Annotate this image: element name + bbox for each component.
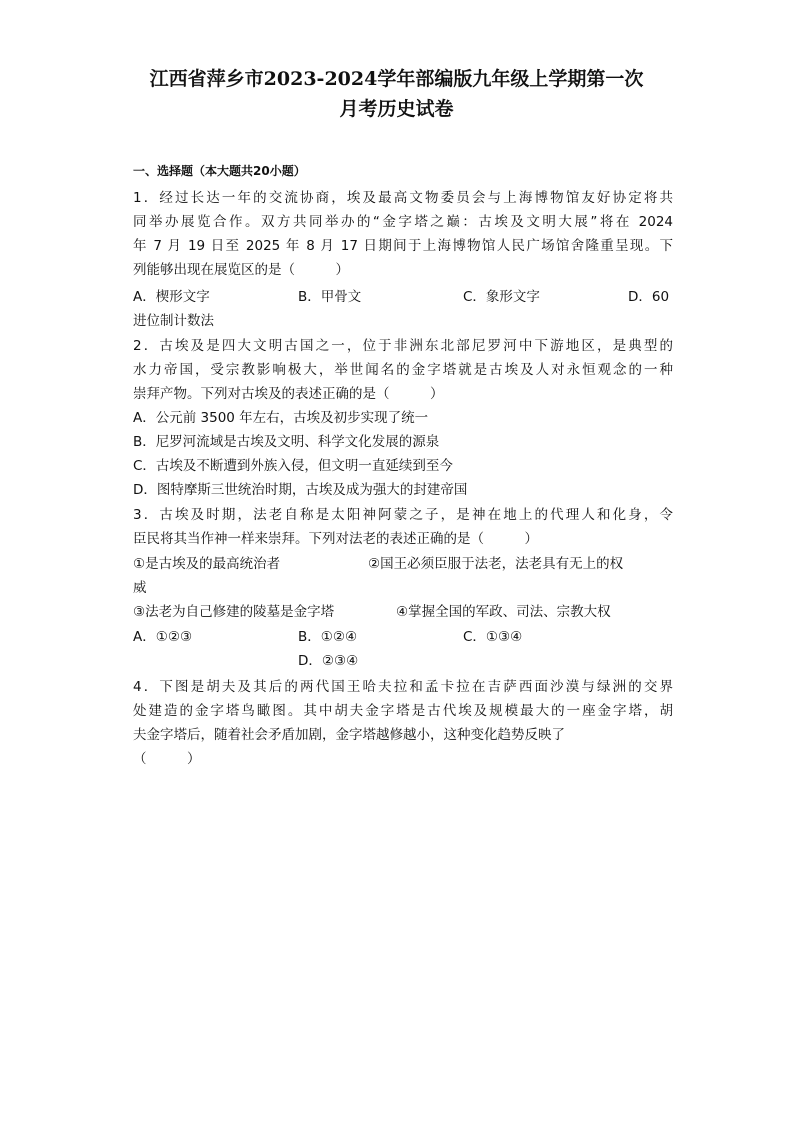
q3-statement-4: ④掌握全国的军政、司法、宗教大权 bbox=[396, 604, 611, 620]
q3-option-a: A．①②③ bbox=[133, 629, 193, 645]
section-heading: 一、选择题（本大题共20小题） bbox=[133, 164, 306, 178]
exam-title bbox=[120, 64, 673, 124]
q2-option-b: B．尼罗河流域是古埃及文明、科学文化发展的源泉 bbox=[133, 434, 440, 450]
q1-option-b: B．甲骨文 bbox=[298, 289, 362, 305]
q1-line-4: 列能够出现在展览区的是（ ） bbox=[133, 262, 349, 278]
q1-line-1: 1．经过长达一年的交流协商，埃及最高文物委员会与上海博物馆友好协定将共 bbox=[133, 190, 673, 206]
q3-option-d: D．②③④ bbox=[298, 653, 359, 669]
q1-option-a: A．楔形文字 bbox=[133, 289, 210, 305]
q3-statement-3: ③法老为自己修建的陵墓是金字塔 bbox=[133, 604, 335, 620]
q4-line-4: （ ） bbox=[133, 751, 201, 767]
q3-statement-2-continued: 威 bbox=[133, 580, 147, 596]
q2-line-3: 崇拜产物。下列对古埃及的表述正确的是（ ） bbox=[133, 386, 444, 402]
q1-option-c: C．象形文字 bbox=[463, 289, 540, 305]
q2-line-1: 2．古埃及是四大文明古国之一，位于非洲东北部尼罗河中下游地区，是典型的 bbox=[133, 338, 673, 354]
q1-line-3: 年 7 月 19 日至 2025 年 8 月 17 日期间于上海博物馆人民广场馆舍隆重呈现。下 bbox=[133, 238, 673, 254]
title-line-2: 月考历史试卷 bbox=[339, 98, 454, 120]
q1-option-d-continued: 进位制计数法 bbox=[133, 313, 214, 329]
q1-option-d: D．60 bbox=[628, 289, 670, 305]
q2-option-c: C．古埃及不断遭到外族入侵，但文明一直延续到至今 bbox=[133, 458, 453, 474]
q1-line-2: 同举办展览合作。双方共同举办的“金字塔之巅：古埃及文明大展”将在 2024 bbox=[133, 214, 673, 230]
q4-line-1: 4．下图是胡夫及其后的两代国王哈夫拉和孟卡拉在吉萨西面沙漠与绿洲的交界 bbox=[133, 679, 673, 695]
q3-line-2: 臣民将其当作神一样来崇拜。下列对法老的表述正确的是（ ） bbox=[133, 531, 538, 547]
q3-line-1: 3．古埃及时期，法老自称是太阳神阿蒙之子，是神在地上的代理人和化身，令 bbox=[133, 507, 673, 523]
q3-option-c: C．①③④ bbox=[463, 629, 523, 645]
q2-option-d: D．图特摩斯三世统治时期，古埃及成为强大的封建帝国 bbox=[133, 482, 468, 498]
q3-option-b: B．①②④ bbox=[298, 629, 358, 645]
title-line-1: 江西省萍乡市2023-2024学年部编版九年级上学期第一次 bbox=[149, 68, 644, 90]
q2-option-a: A．公元前 3500 年左右，古埃及初步实现了统一 bbox=[133, 410, 429, 426]
q4-line-2: 处建造的金字塔鸟瞰图。其中胡夫金字塔是古代埃及规模最大的一座金字塔，胡 bbox=[133, 703, 673, 719]
q3-statement-2: ②国王必须臣服于法老，法老具有无上的权 bbox=[368, 556, 624, 572]
q2-line-2: 水力帝国，受宗教影响极大，举世闻名的金字塔就是古埃及人对永恒观念的一种 bbox=[133, 362, 673, 378]
q4-line-3: 夫金字塔后，随着社会矛盾加剧，金字塔越修越小，这种变化趋势反映了 bbox=[133, 727, 565, 743]
q3-statement-1: ①是古埃及的最高统治者 bbox=[133, 556, 281, 572]
